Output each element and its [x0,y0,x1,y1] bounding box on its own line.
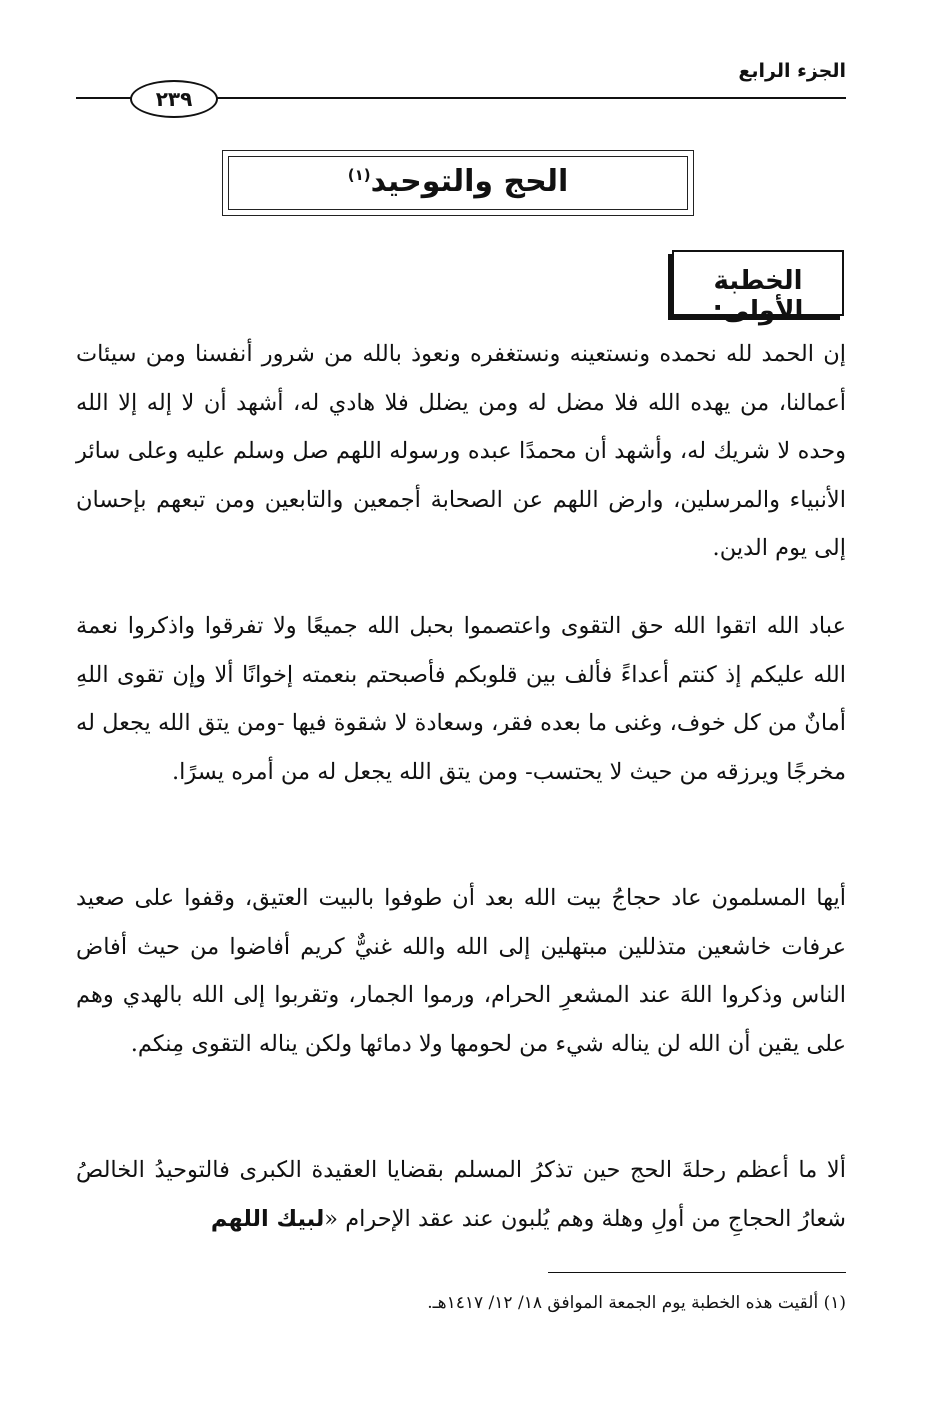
paragraph-4-bold-quote: لبيك اللهم [210,1205,325,1232]
footnote: (١) ألقيت هذه الخطبة يوم الجمعة الموافق ١٨/ ١٢/ ١٤١٧هـ. [427,1293,846,1313]
paragraph-4 [76,1146,846,1243]
chapter-title-text: الحج والتوحيد [370,164,569,199]
footnote-rule [548,1272,846,1273]
chapter-title-frame [222,150,694,216]
section-heading-frame [672,250,844,326]
page-number: ٢٣٩ [130,80,218,118]
paragraph-4-text: ألا ما أعظم رحلةَ الحج حين تذكرُ المسلم بقضايا العقيدة الكبرى فالتوحيدُ الخالصُ شعارُ الحجاجِ من أولِ وهلة وهم يُلبون عند عقد الإحرام « [76,1157,846,1232]
paragraph-2: عباد الله اتقوا الله حق التقوى واعتصموا بحبل الله جميعًا ولا تفرقوا واذكروا نعمة الله عليكم إذ كنتم أعداءً فألف بين قلوبكم فأصبحتم بنعمته إخوانًا ألا وإن تقوى اللهِ أمانٌ من كل خوف، وغنى ما بعده فقر، وسعادة لا شقوة فيها -ومن يتق الله يجعل له مخرجًا ويرزقه من حيث لا يحتسب- ومن يتق الله يجعل له من أمره يسرًا. [76,613,846,785]
chapter-title [223,164,693,199]
section-heading: الخطبة الأولى: [712,266,804,326]
paragraph-1: إن الحمد لله نحمده ونستعينه ونستغفره ونعوذ بالله من شرور أنفسنا ومن سيئات أعمالنا، من يهده الله فلا مضل له ومن يضلل فلا هادي له، أشهد أن لا إله إلا الله وحده لا شريك له، وأشهد أن محمدًا عبده ورسوله اللهم صل وسلم عليه وعلى سائر الأنبياء والمرسلين، وارض اللهم عن الصحابة أجمعين والتابعين ومن تبعهم بإحسان إلى يوم الدين. [76,341,846,561]
title-footnote-marker: (١) [347,166,371,184]
paragraph-3: أيها المسلمون عاد حجاجُ بيت الله بعد أن طوفوا بالبيت العتيق، وقفوا على صعيد عرفات خاشعين متذللين مبتهلين إلى الله والله غنيٌّ كريم أفاضوا من حيث أفاض الناس وذكروا اللهَ عند المشعرِ الحرام، ورموا الجمار، وتقربوا إلى الله بالهدي وهم على يقين أن الله لن يناله شيء من لحومها ولا دمائها ولكن يناله التقوى مِنكم. [76,885,846,1057]
running-header: الجزء الرابع [738,60,846,82]
